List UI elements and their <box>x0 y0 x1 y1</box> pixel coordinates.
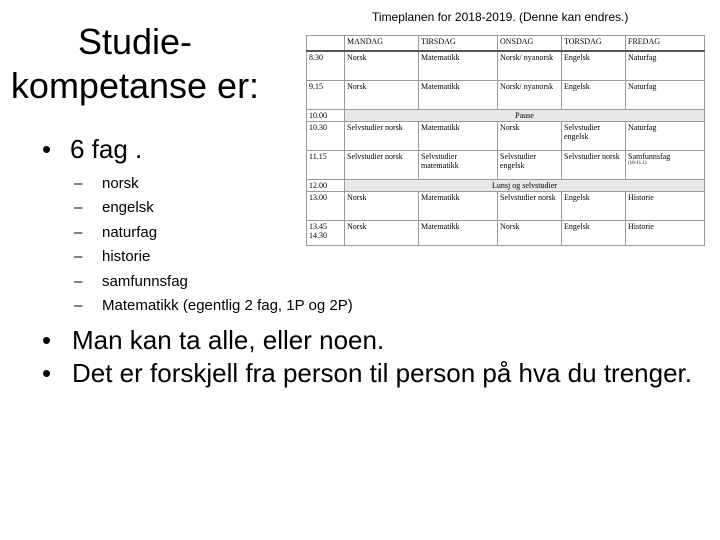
table-cell: Naturfag <box>626 122 705 151</box>
table-cell: Historie <box>626 221 705 246</box>
table-cell <box>626 151 705 180</box>
list-item <box>74 245 353 269</box>
table-row <box>307 192 705 221</box>
dash-marker: – <box>74 223 83 241</box>
table-cell: Selvstudier norsk <box>345 122 419 151</box>
dash-marker: – <box>74 175 83 192</box>
table-cell: Engelsk <box>562 51 626 81</box>
time-cell: 9.15 <box>307 81 345 110</box>
table-cell: Selvstudier norsk <box>562 151 626 180</box>
table-cell: Matematikk <box>419 51 498 81</box>
table-row <box>307 81 705 110</box>
bullet-text: Det er forskjell fra person til person på hva du trenger. <box>72 358 692 388</box>
table-row-pause <box>307 110 705 122</box>
table-header-row <box>307 36 705 52</box>
header-cell: FREDAG <box>626 36 705 52</box>
main-bullet <box>42 132 142 166</box>
table-row <box>307 122 705 151</box>
pause-cell: Pause <box>345 110 705 122</box>
list-item <box>74 270 353 294</box>
dash-marker: – <box>74 199 83 217</box>
header-cell: MANDAG <box>345 36 419 52</box>
time-cell: 11.15 <box>307 151 345 180</box>
time-cell: 10.00 <box>307 110 345 122</box>
table-row <box>307 151 705 180</box>
table-cell: Norsk <box>498 122 562 151</box>
time-start: 13.45 <box>309 222 327 231</box>
subject-text: historie <box>102 248 151 266</box>
table-cell: Norsk/ nyanorsk <box>498 51 562 81</box>
table-cell: Selvstudier norsk <box>498 192 562 221</box>
table-cell: Norsk/ nyanorsk <box>498 81 562 110</box>
bottom-bullets <box>42 324 712 390</box>
time-end: 14.30 <box>309 231 327 240</box>
table-cell: Matematikk <box>419 221 498 246</box>
cell-note: (10-11.1) <box>628 161 647 166</box>
table-cell: Norsk <box>498 221 562 246</box>
table-cell: Engelsk <box>562 192 626 221</box>
time-cell: 12.00 <box>307 180 345 192</box>
table-cell: Selvstudier engelsk <box>498 151 562 180</box>
slide-title <box>0 20 270 108</box>
table-cell: Matematikk <box>419 81 498 110</box>
bullet-marker: • <box>42 358 52 388</box>
dash-marker: – <box>74 296 83 314</box>
subject-text: naturfag <box>102 223 158 241</box>
subject-text: norsk <box>102 175 139 192</box>
header-cell: ONSDAG <box>498 36 562 52</box>
subject-text: Matematikk (egentlig 2 fag, 1P og 2P) <box>102 296 353 314</box>
cell-text: Samfunnsfag <box>628 152 671 161</box>
main-bullet-text: 6 fag . <box>70 134 143 164</box>
timetable-caption: Timeplanen for 2018-2019. (Denne kan endres.) <box>372 10 629 24</box>
dash-marker: – <box>74 272 83 290</box>
subject-text: engelsk <box>102 199 154 217</box>
table-cell: Norsk <box>345 81 419 110</box>
timetable <box>306 35 705 246</box>
table-row <box>307 51 705 81</box>
title-line-2: kompetanse er: <box>10 65 260 106</box>
lunch-cell: Lunsj og selvstudier <box>345 180 705 192</box>
header-cell: TIRSDAG <box>419 36 498 52</box>
table-cell: Norsk <box>345 51 419 81</box>
table-cell: Norsk <box>345 221 419 246</box>
time-cell: 8.30 <box>307 51 345 81</box>
time-cell: 10.30 <box>307 122 345 151</box>
title-line-1: Studie- <box>77 21 193 62</box>
subject-text: samfunnsfag <box>102 272 188 290</box>
time-cell: 13.00 <box>307 192 345 221</box>
table-cell: Selvstudier matematikk <box>419 151 498 180</box>
list-item <box>74 294 353 318</box>
table-row-lunch <box>307 180 705 192</box>
header-cell-empty <box>307 36 345 52</box>
bullet-text: Man kan ta alle, eller noen. <box>72 325 385 355</box>
list-item <box>42 357 712 390</box>
bullet-marker: • <box>42 134 52 164</box>
table-cell: Historie <box>626 192 705 221</box>
table-cell: Matematikk <box>419 122 498 151</box>
table-cell: Selvstudier norsk <box>345 151 419 180</box>
header-cell: TORSDAG <box>562 36 626 52</box>
table-cell: Naturfag <box>626 81 705 110</box>
dash-marker: – <box>74 248 83 266</box>
bullet-marker: • <box>42 325 52 355</box>
time-cell <box>307 221 345 246</box>
table-cell: Norsk <box>345 192 419 221</box>
table-cell: Selvstudier engelsk <box>562 122 626 151</box>
table-cell: Engelsk <box>562 221 626 246</box>
table-cell: Engelsk <box>562 81 626 110</box>
list-item <box>42 324 712 357</box>
table-cell: Naturfag <box>626 51 705 81</box>
table-row <box>307 221 705 246</box>
table-cell: Matematikk <box>419 192 498 221</box>
